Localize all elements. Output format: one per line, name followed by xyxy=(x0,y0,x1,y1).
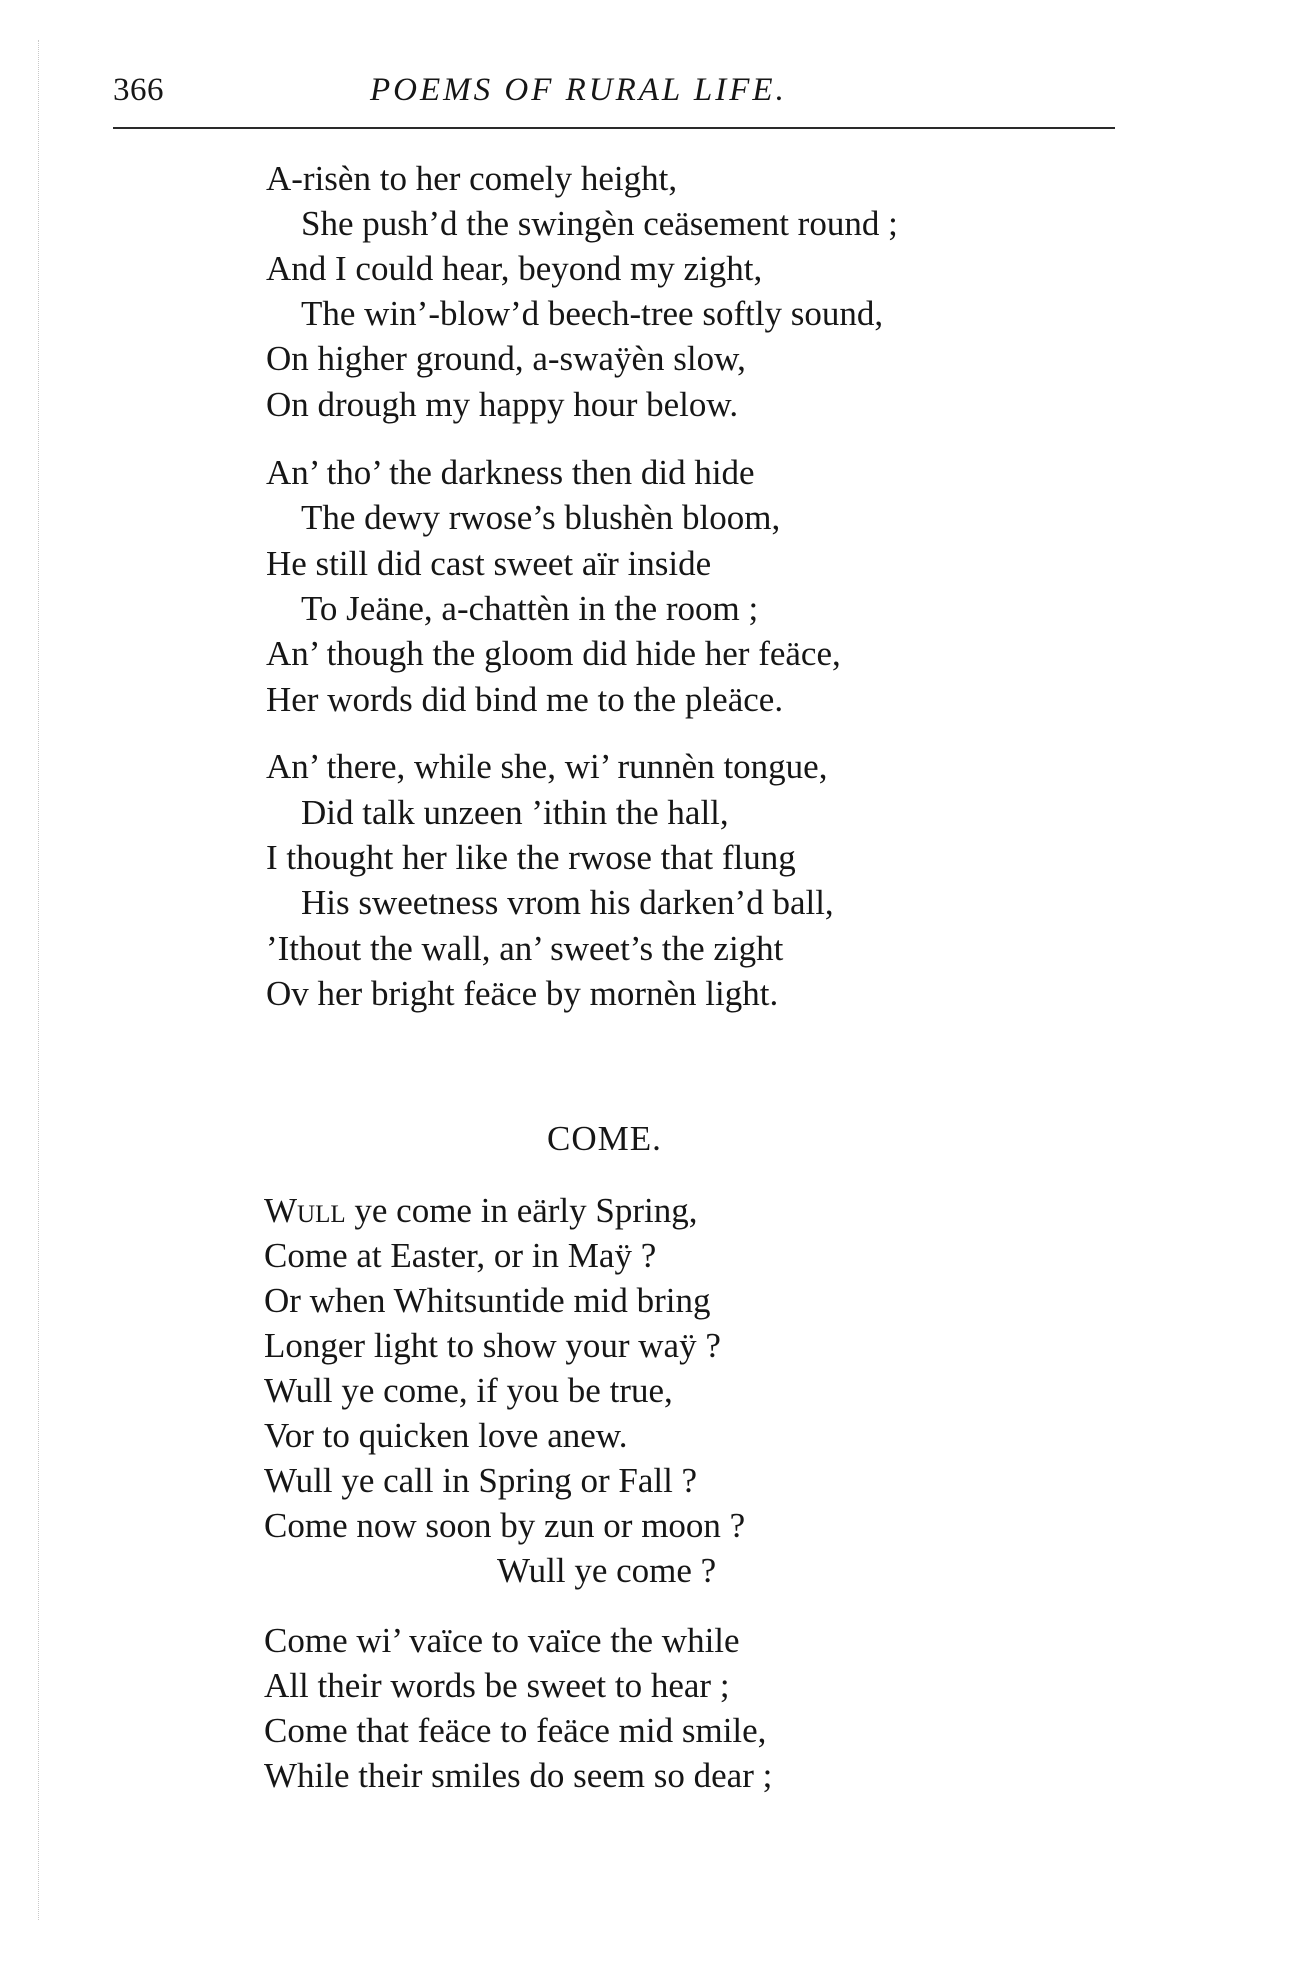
poem-line: I thought her like the rwose that flung xyxy=(266,838,796,877)
poem-line: Come at Easter, or in Maÿ ? xyxy=(264,1236,657,1275)
poem-line: Come wi’ vaïce to vaïce the while xyxy=(264,1621,740,1660)
poem-line: Ov her bright feäce by mornèn light. xyxy=(266,974,779,1013)
scan-edge-marks xyxy=(38,40,39,1920)
poem-title: COME. xyxy=(547,1119,662,1158)
first-line-rest: ye come in eärly Spring, xyxy=(345,1191,698,1230)
running-title: POEMS OF RURAL LIFE. xyxy=(370,72,787,108)
header-rule xyxy=(113,127,1115,129)
poem-line: Did talk unzeen ’ithin the hall, xyxy=(301,793,729,832)
poem-line: Longer light to show your waÿ ? xyxy=(264,1326,721,1365)
page-number: 366 xyxy=(113,72,164,108)
poem-line: An’ there, while she, wi’ runnèn tongue, xyxy=(266,747,828,786)
poem-first-line xyxy=(264,1190,698,1232)
poem-line: Wull ye come, if you be true, xyxy=(264,1371,673,1410)
poem-line: The dewy rwose’s blushèn bloom, xyxy=(301,498,781,537)
poem-line: The win’-blow’d beech-tree softly sound, xyxy=(301,294,884,333)
poem-refrain: Wull ye come ? xyxy=(497,1551,717,1590)
poem-line: To Jeäne, a-chattèn in the room ; xyxy=(301,589,759,628)
poem-line: And I could hear, beyond my zight, xyxy=(266,249,763,288)
poem-line: Her words did bind me to the pleäce. xyxy=(266,680,784,719)
poem-line: On drough my happy hour below. xyxy=(266,385,739,424)
poem-line: ’Ithout the wall, an’ sweet’s the zight xyxy=(266,929,784,968)
poem-line: All their words be sweet to hear ; xyxy=(264,1666,730,1705)
poem-line: Come that feäce to feäce mid smile, xyxy=(264,1711,767,1750)
poem-line: Or when Whitsuntide mid bring xyxy=(264,1281,711,1320)
poem-line: Wull ye call in Spring or Fall ? xyxy=(264,1461,698,1500)
drop-word: Wull xyxy=(264,1191,346,1230)
poem-line: While their smiles do seem so dear ; xyxy=(264,1756,773,1795)
poem-line: An’ though the gloom did hide her feäce, xyxy=(266,634,841,673)
poem-line: On higher ground, a-swaÿèn slow, xyxy=(266,339,746,378)
poem-line: Come now soon by zun or moon ? xyxy=(264,1506,746,1545)
poem-line: He still did cast sweet aïr inside xyxy=(266,544,712,583)
poem-line: Vor to quicken love anew. xyxy=(264,1416,628,1455)
poem-line: His sweetness vrom his darken’d ball, xyxy=(301,883,834,922)
poem-line: A-risèn to her comely height, xyxy=(266,159,678,198)
poem-line: An’ tho’ the darkness then did hide xyxy=(266,453,755,492)
poem-line: She push’d the swingèn ceäsement round ; xyxy=(301,204,898,243)
